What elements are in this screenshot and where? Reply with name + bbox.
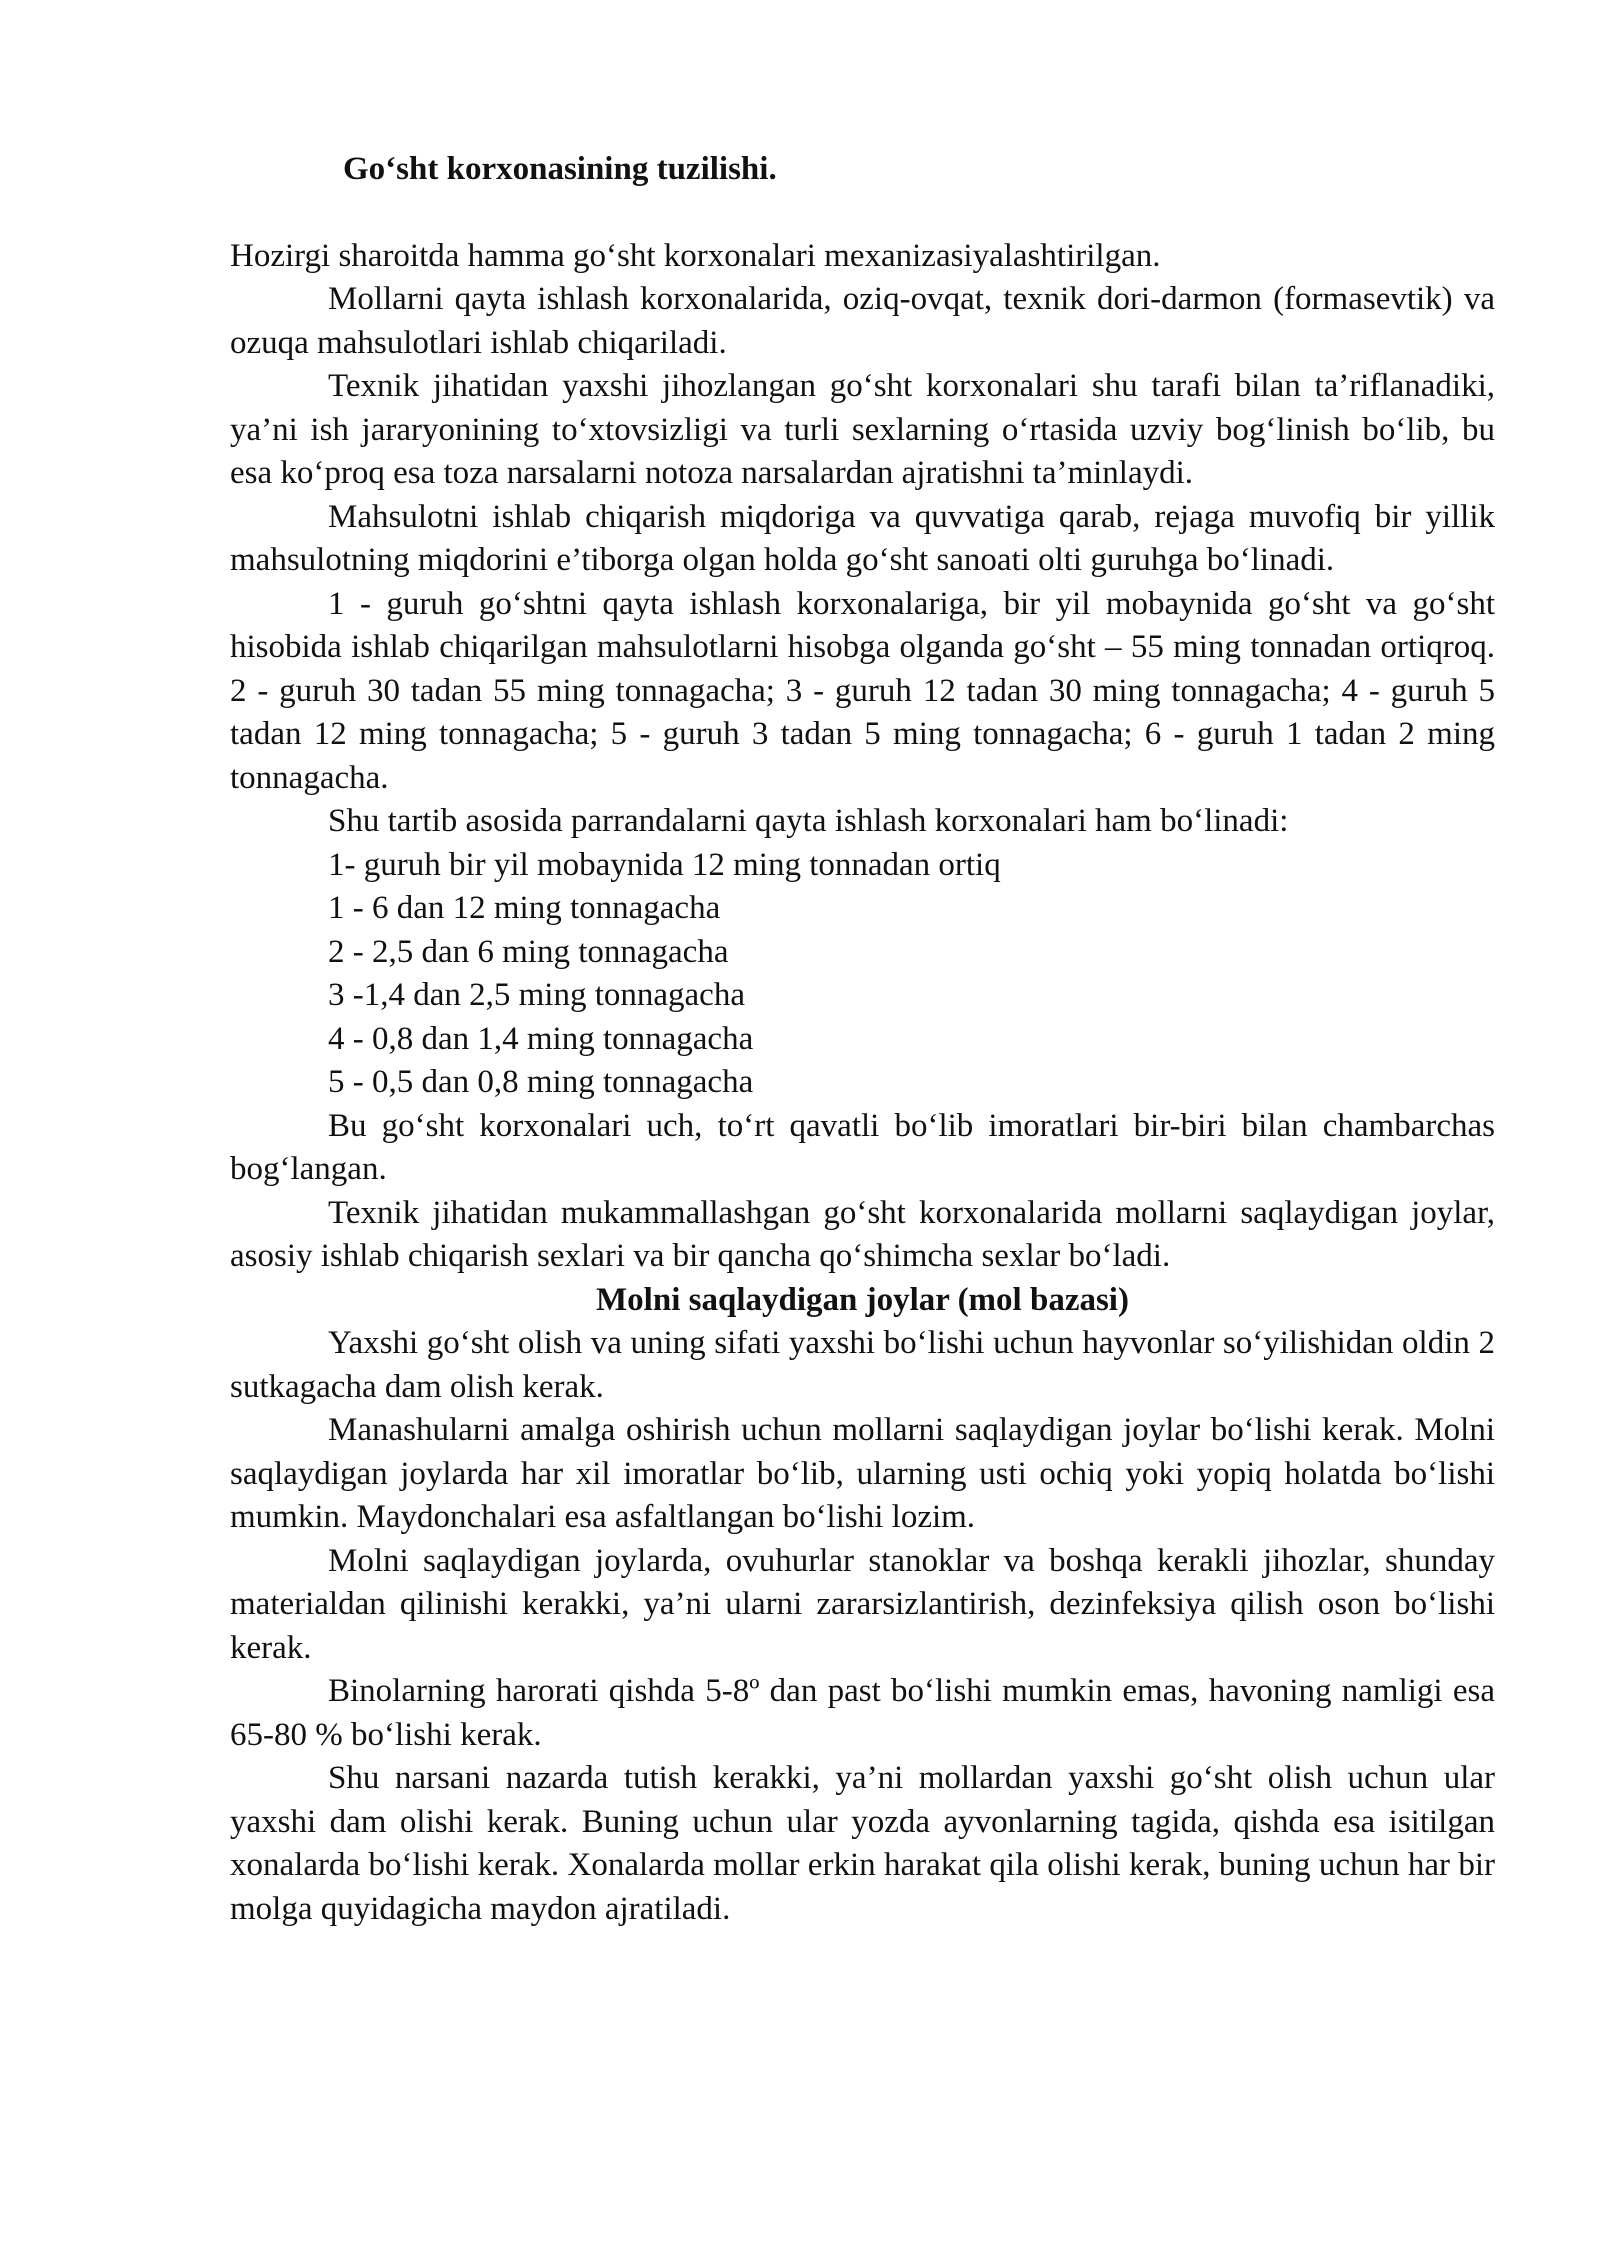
paragraph: 1 - guruh go‘shtni qayta ishlash korxonalariga, bir yil mobaynida go‘sht va go‘sht hisobida ishlab chiqarilgan mahsulotlarni hisobga olganda go‘sht – 55 ming tonnadan ortiqroq. 2 - guruh 30 tadan 55 ming tonnagacha; 3 - guruh 12 tadan 30 ming tonnagacha; 4 - guruh 5 tadan 12 ming tonnagacha; 5 - guruh 3 tadan 5 ming tonnagacha; 6 - guruh 1 tadan 2 ming tonnagacha.: [230, 585, 1495, 796]
paragraph: Texnik jihatidan mukammallashgan go‘sht korxonalarida mollarni saqlaydigan joylar, asosiy ishlab chiqarish sexlari va bir qancha qo‘shimcha sexlar bo‘ladi.: [230, 1194, 1495, 1274]
document-page: [230, 148, 1495, 1931]
group-list: [230, 844, 1495, 1105]
paragraph: Binolarning harorati qishda 5-8º dan past bo‘lishi mumkin emas, havoning namligi esa 65-80 % bo‘lishi kerak.: [230, 1673, 1495, 1753]
paragraph: Yaxshi go‘sht olish va uning sifati yaxshi bo‘lishi uchun hayvonlar so‘yilishidan oldin 2 sutkagacha dam olish kerak.: [230, 1325, 1495, 1405]
list-item: 3 -1,4 dan 2,5 ming tonnagacha: [328, 977, 745, 1013]
paragraph: Shu tartib asosida parrandalarni qayta ishlash korxonalari ham bo‘linadi:: [328, 803, 1289, 839]
paragraph: Shu narsani nazarda tutish kerakki, ya’ni mollardan yaxshi go‘sht olish uchun ular yaxshi dam olishi kerak. Buning uchun ular yozda ayvonlarning tagida, qishda esa isitilgan xonalarda bo‘lishi kerak. Xonalarda mollar erkin harakat qila olishi kerak, buning uchun har bir molga quyidagicha maydon ajratiladi.: [230, 1760, 1495, 1927]
paragraph: Mahsulotni ishlab chiqarish miqdoriga va quvvatiga qarab, rejaga muvofiq bir yillik mahsulotning miqdorini e’tiborga olgan holda go‘sht sanoati olti guruhga bo‘linadi.: [230, 498, 1495, 578]
paragraph-intro: Hozirgi sharoitda hamma go‘sht korxonalari mexanizasiyalashtirilgan.: [230, 237, 1161, 274]
list-item: 2 - 2,5 dan 6 ming tonnagacha: [328, 933, 729, 970]
section-heading: Molni saqlaydigan joylar (mol bazasi): [596, 1281, 1129, 1318]
paragraph: Texnik jihatidan yaxshi jihozlangan go‘sht korxonalari shu tarafi bilan ta’riflanadiki, ya’ni ish jararyonining to‘xtovsizligi va turli sexlarning o‘rtasida uzviy bog‘linish bo‘lib, bu esa ko‘proq esa toza narsalarni notoza narsalardan ajratishni ta’minlaydi.: [230, 368, 1495, 491]
list-item: 1- guruh bir yil mobaynida 12 ming tonnadan ortiq: [328, 846, 1001, 883]
list-item: 4 - 0,8 dan 1,4 ming tonnagacha: [328, 1020, 754, 1057]
paragraph: Manashularni amalga oshirish uchun mollarni saqlaydigan joylar bo‘lishi kerak. Molni saqlaydigan joylarda har xil imoratlar bo‘lib, ularning usti ochiq yoki yopiq holatda bo‘lishi mumkin. Maydonchalari esa asfaltlangan bo‘lishi lozim.: [230, 1412, 1495, 1535]
paragraph: Mollarni qayta ishlash korxonalarida, oziq-ovqat, texnik dori-darmon (formasevtik) va ozuqa mahsulotlari ishlab chiqariladi.: [230, 281, 1495, 361]
list-item: 1 - 6 dan 12 ming tonnagacha: [328, 890, 721, 926]
paragraph: Molni saqlaydigan joylarda, ovuhurlar stanoklar va boshqa kerakli jihozlar, shunday materialdan qilinishi kerakki, ya’ni ularni zararsizlantirish, dezinfeksiya qilish oson bo‘lishi kerak.: [230, 1542, 1495, 1666]
paragraph: Bu go‘sht korxonalari uch, to‘rt qavatli bo‘lib imoratlari bir-biri bilan chambarchas bog‘langan.: [230, 1107, 1495, 1187]
list-item: 5 - 0,5 dan 0,8 ming tonnagacha: [328, 1064, 754, 1100]
document-title: Go‘sht korxonasining tuzilishi.: [343, 151, 777, 187]
